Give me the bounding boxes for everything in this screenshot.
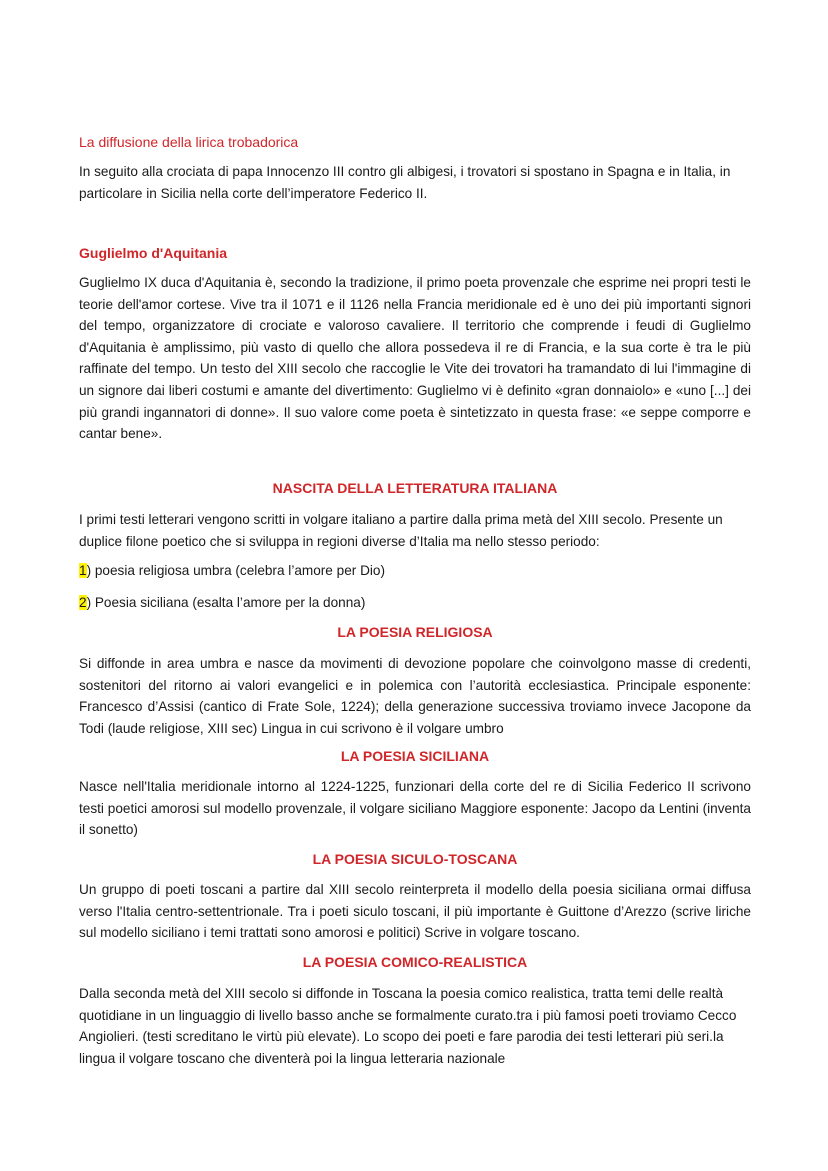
section-siculo-toscana [79,849,751,869]
section-comico-realistica [79,952,751,972]
list-item-number: 2 [79,595,87,610]
section-siciliana [79,746,751,766]
section-diffusione [79,132,751,152]
section-title: La diffusione della lirica trobadorica [79,134,299,150]
section-body-wrap [79,879,751,944]
section-body-wrap [79,776,751,841]
section-title: LA POESIA SICULO-TOSCANA [312,851,518,867]
section-body: Nasce nell'Italia meridionale intorno al 1224-1225, funzionari della corte del re di Sicilia Federico II scrivono testi poetici amorosi sul modello provenzale, il volgare siciliano Maggiore esponente: Jacopo da Lentini (inventa il sonetto) [79,779,751,838]
section-body-wrap [79,272,751,445]
section-title: LA POESIA SICILIANA [340,748,490,764]
section-body-wrap [79,983,751,1069]
section-religiosa [79,622,751,642]
section-body-wrap [79,653,751,739]
list-item-text: ) poesia religiosa umbra (celebra l’amore per Dio) [86,563,385,578]
list-item-text: ) Poesia siciliana (esalta l’amore per la donna) [86,595,366,610]
section-body-wrap [79,509,751,552]
list-item [79,560,751,582]
section-title: NASCITA DELLA LETTERATURA ITALIANA [272,480,558,496]
section-body: I primi testi letterari vengono scritti in volgare italiano a partire dalla prima metà del XIII secolo. Presente un duplice filone poetico che si sviluppa in regioni diverse d’Italia ma nello stesso periodo: [79,512,723,549]
section-body: Si diffonde in area umbra e nasce da movimenti di devozione popolare che coinvolgono masse di credenti, sostenitori del ritorno ai valori evangelici e in polemica con l’autorità ecclesiastica. Principale esponente: Francesco d’Assisi (cantico di Frate Sole, 1224); della generazione successiva troviamo invece Jacopone da Todi (laude religiose, XIII sec) Lingua in cui scrivono è il volgare umbro [79,656,751,736]
list-item-text-wrap [79,560,751,582]
list-item [79,592,751,614]
section-body-wrap [79,161,751,204]
section-title: Guglielmo d'Aquitania [79,245,227,261]
list-item-number: 1 [79,563,87,578]
section-body: Un gruppo di poeti toscani a partire dal XIII secolo reinterpreta il modello della poesia siciliana ormai diffusa verso l'Italia centro-settentrionale. Tra i poeti siculo toscani, il più importante è Guittone d’Arezzo (scrive liriche sul modello siciliano i temi trattati sono amorosi e politici) Scrive in volgare toscano. [79,882,751,941]
section-title: LA POESIA COMICO-REALISTICA [302,954,528,970]
section-body: In seguito alla crociata di papa Innocenzo III contro gli albigesi, i trovatori si spostano in Spagna e in Italia, in particolare in Sicilia nella corte dell’imperatore Federico II. [79,164,731,201]
section-title: LA POESIA RELIGIOSA [337,624,493,640]
section-body: Dalla seconda metà del XIII secolo si diffonde in Toscana la poesia comico realistica, tratta temi delle realtà quotidiane in un linguaggio di livello basso anche se formalmente curato.tra i più famosi poeti troviamo Cecco Angiolieri. (testi screditano le virtù più elevate). Lo scopo dei poeti e fare parodia dei testi letterari più seri.la lingua il volgare toscano che diventerà poi la lingua letteraria nazionale [79,986,737,1066]
section-body: Guglielmo IX duca d'Aquitania è, secondo la tradizione, il primo poeta provenzale che esprime nei propri testi le teorie dell'amor cortese. Vive tra il 1071 e il 1126 nella Francia meridionale ed è uno dei più importanti signori del tempo, organizzatore di crociate e valoroso cavaliere. Il territorio che comprende i feudi di Guglielmo d'Aquitania è amplissimo, più vasto di quello che allora possedeva il re di Francia, e la sua corte è tra le più raffinate del tempo. Un testo del XIII secolo che raccoglie le Vite dei trovatori ha tramandato di lui l'immagine di un signore dai liberi costumi e amante del divertimento: Guglielmo vi è definito «gran donnaiolo» e «uno [...] dei più grandi ingannatori di donne». Il suo valore come poeta è sintetizzato in questa frase: «e seppe comporre e cantar bene». [79,275,751,442]
section-guglielmo [79,243,751,263]
section-nascita [79,478,751,498]
list-item-text-wrap [79,592,751,614]
